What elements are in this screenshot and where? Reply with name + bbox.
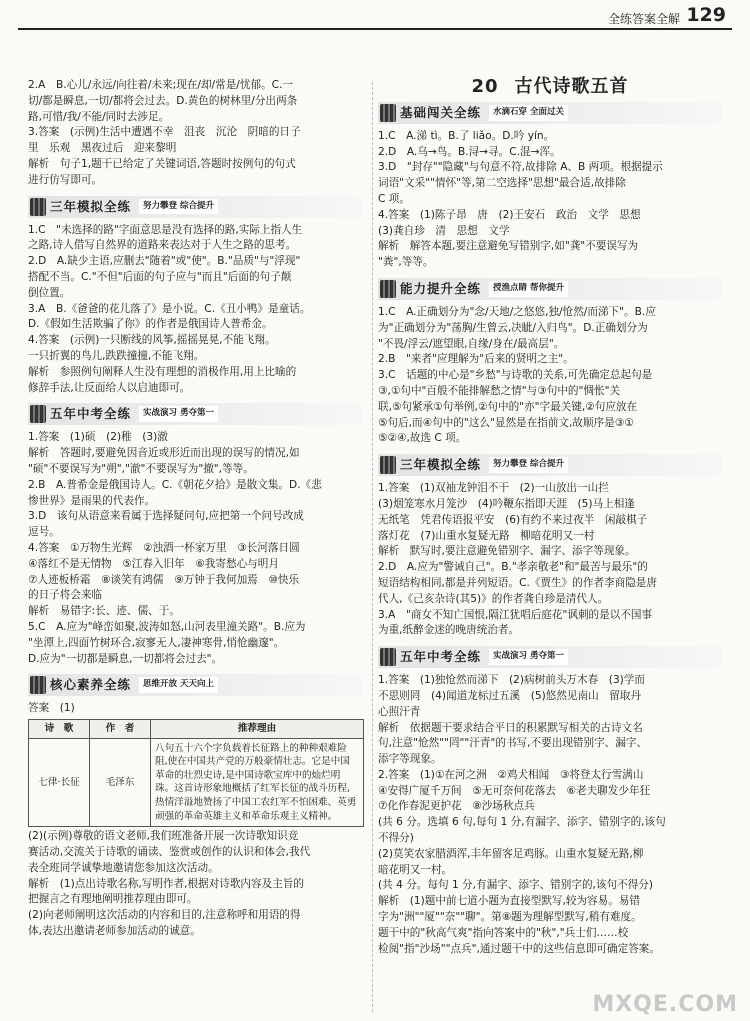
text-line: D.《假如生活欺骗了你》的作者是俄国诗人普希金。	[28, 318, 273, 331]
section-banner-five-year	[28, 403, 362, 425]
text-line: 进行仿写即可。	[28, 173, 103, 186]
book-icon	[30, 676, 46, 694]
text-line: (2)向老师阐明这次活动的内容和目的,注意称呼和用语的得	[28, 909, 301, 922]
text-line: 添字等现象。	[378, 753, 442, 766]
cell-author: 毛泽东	[90, 738, 151, 827]
text-line: ④落红不是无情物 ⑤江春入旧年 ⑥我寄愁心与明月	[28, 557, 279, 570]
text-line: 落灯花 (7)山重水复疑无路 柳暗花明又一村	[378, 529, 595, 542]
table-row	[29, 738, 364, 827]
column-divider	[372, 82, 373, 1012]
text-line: 解析 答题时,要避免因音近或形近而出现的误写的情况,如	[28, 447, 300, 460]
text-line: 解析 易错字:长、迹、儒、于。	[28, 605, 180, 618]
text-line: 句,注意"怆然""罔""汗青"的书写,不要出现错别字、漏字、	[378, 737, 648, 750]
text-line: 1.答案 (1)双袖龙钟泪不干 (2)一山放出一山拦	[378, 482, 609, 495]
text-line: (共 6 分。选填 6 句,每句 1 分,有漏字、添字、错别字的,该句	[378, 816, 666, 829]
text-line: 3.A B.《爸爸的花儿落了》是小说。C.《丑小鸭》是童话。	[28, 302, 311, 315]
poem-recommendation-table	[28, 719, 364, 827]
text-line: "坐潭上,四面竹树环合,寂寥无人,凄神寒骨,悄怆幽邃"。	[28, 636, 285, 649]
text-line: 心照汗青	[378, 705, 421, 718]
text-line: ⑤句后,而④句中的"这么"显然是在指前文,故顺序是③①	[378, 416, 634, 429]
text-line: 解析 默写时,要注意避免错别字、漏字、添字等现象。	[378, 545, 636, 558]
text-line: 里 乐观 黑夜过后 迎来黎明	[28, 142, 177, 155]
section-title: 五年中考全练	[50, 406, 132, 422]
section-tag: 水滴石穿 全面过关	[489, 105, 568, 121]
text-line: (3)龚自珍 清 思想 文学	[378, 224, 510, 237]
section-body	[28, 223, 362, 397]
text-line: 不思则罔 (4)闻道龙标过五溪 (5)悠然见南山 留取丹	[378, 689, 642, 702]
text-line: 检阅"指"沙场""点兵",通过题干中的这些信息即可确定答案。	[378, 942, 660, 955]
section-banner-three-year	[28, 196, 362, 218]
section-tag: 实战演习 勇夺第一	[489, 649, 568, 665]
text-line: 2.B A.普希金是俄国诗人。C.《朝花夕拾》是散文集。D.《悲	[28, 478, 322, 491]
section-title: 能力提升全练	[400, 281, 482, 297]
text-line: 4.答案 (1)陈子昂 唐 (2)王安石 政治 文学 思想	[378, 208, 641, 221]
text-line: (共 4 分。每句 1 分,有漏字、添字、错别字的,该句不得分)	[378, 879, 654, 892]
section-title: 五年中考全练	[400, 649, 482, 665]
column-header-poem: 诗 歌	[29, 720, 90, 739]
text-line: (2)莫笑农家腊酒浑,丰年留客足鸡豚。山重水复疑无路,柳	[378, 847, 644, 860]
text-line: 倒位置。	[28, 286, 71, 299]
column-header-author: 作 者	[90, 720, 151, 739]
page-number: 129	[686, 4, 726, 26]
text-line: 1.答案 (1)独怆然而涕下 (2)病树前头万木春 (3)学而	[378, 674, 645, 687]
text-line: C 项。	[378, 192, 410, 205]
text-line: 2.答案 (1)①在河之洲 ②鸡犬相闻 ③将登太行雪满山	[378, 768, 644, 781]
text-line: 2.D A.缺少主语,应删去"随着"或"使"。B."品质"与"浮现"	[28, 255, 301, 268]
section-tag: 努力攀登 综合提升	[489, 457, 568, 473]
cell-poem: 七律·长征	[29, 738, 90, 827]
text-line: 逗号。	[28, 526, 60, 539]
text-line: 切/都是瞬息,一切/都将会过去。D.黄色的树林里/分出两条	[28, 94, 298, 107]
text-line: 为"正确划分为"荡胸/生曾云,决眦/入归鸟"。D.正确划分为	[378, 321, 648, 334]
section-tag: 授渔点睛 帮你提升	[489, 281, 568, 297]
text-line: 短语结构相同,都是并列短语。C.《贾生》的作者李商隐是唐	[378, 576, 657, 589]
text-line: 体,表达出邀请老师参加活动的诚意。	[28, 925, 201, 938]
text-line: 把握言之有理地阐明推荐理由即可。	[28, 893, 198, 906]
text-line: ③,①句中"百般不能排解愁之情"与③句中的"惆怅"关	[378, 384, 621, 397]
text-line: 之路,诗人借写自然界的道路来表达对于人生之路的思考。	[28, 239, 297, 252]
text-line: 3.A "商女不知亡国恨,隔江犹唱后庭花"讽刺的是以不国事	[378, 608, 653, 621]
section-tag: 努力攀登 综合提升	[139, 199, 218, 215]
text-line: 惨世界》是雨果的代表作。	[28, 494, 156, 507]
text-line: 2.B "来者"应理解为"后来的贤明之主"。	[378, 353, 574, 366]
text-line: 修辞手法,让反面给人以启迪即可。	[28, 381, 191, 394]
header-rule	[18, 28, 732, 30]
book-icon	[380, 104, 396, 122]
answer-label: 答案 (1)	[28, 702, 75, 715]
text-line: 2.D A.应为"警诫自己"。B."孝亲敬老"和"最苦与最乐"的	[378, 561, 648, 574]
header-title: 全练答案全解	[607, 12, 680, 26]
text-line: ⑦人迹板桥霜 ⑧谈笑有鸿儒 ⑨万钟于我何加焉 ⑩快乐	[28, 573, 300, 586]
text-line: 代人,《己亥杂诗(其5)》的作者龚自珍是清代人。	[378, 592, 609, 605]
text-line: 为重,纸醉金迷的晚唐统治者。	[378, 624, 520, 637]
text-line: 暗花明又一村。	[378, 863, 453, 876]
text-line: 3.C 话题的中心是"乡愁"与诗歌的关系,可先确定总起句是	[378, 369, 653, 382]
text-line: "粪",等等。	[378, 256, 434, 269]
right-column	[378, 78, 722, 957]
text-line: 3.D 该句从语意来看属于选择疑问句,应把第一个问号改成	[28, 510, 304, 523]
section-body	[378, 481, 722, 639]
text-line: 3.答案 (示例)生活中遭遇不幸 沮丧 沉沦 阴暗的日子	[28, 126, 301, 139]
text-line: 不得分)	[378, 832, 414, 845]
text-line: 路,可惜/我/不能/同时去涉足。	[28, 110, 170, 123]
text-line: 赛活动,交流关于诗歌的诵读、鉴赏或创作的认识和体会,我代	[28, 846, 311, 859]
section-title: 核心素养全练	[50, 677, 132, 693]
section-banner-three-year	[378, 454, 722, 476]
text-line: 解析 (1)点出诗歌名称,写明作者,根据对诗歌内容及主旨的	[28, 877, 304, 890]
section-body	[28, 829, 362, 940]
section-title: 三年模拟全练	[50, 198, 132, 214]
text-line: 解析 参照例句阐释人生没有理想的消极作用,用上比喻的	[28, 365, 297, 378]
cell-reason: 八句五十六个字负载着长征路上的种种艰难险阻,使在中国共产党的万般豪情壮志。它是中国革命的壮烈史诗,是中国诗歌宝库中的灿烂明珠。这首诗形象地概括了红军长征的战斗历程,热情洋溢地赞扬了中国工农红军不怕困难、英勇顽强的革命英雄主义和革命乐观主义精神。	[151, 738, 364, 827]
text-line: ④安得广厦千万间 ⑤无可奈何花落去 ⑥老夫聊发少年狂	[378, 784, 651, 797]
text-line: "不畏/浮云/遮望眼,自缘/身在/最高层"。	[378, 337, 565, 350]
text-line: 3.D "封存""隐藏"与句意不符,故排除 A、B 两项。根据提示	[378, 161, 663, 174]
section-title: 基础闯关全练	[400, 104, 482, 120]
book-icon	[30, 198, 46, 216]
text-line: 1.C A.涕 tì。B.了 liǎo。D.吟 yín。	[378, 129, 555, 142]
book-icon	[380, 648, 396, 666]
column-header-reason: 推荐理由	[151, 720, 364, 739]
section-body	[28, 430, 362, 667]
text-line: (2)(示例)尊敬的语文老师,我们班准备开展一次诗歌知识竞	[28, 830, 299, 843]
text-line: 字为"洲""厦""奈""聊"。第⑧题为理解型默写,稍有难度。	[378, 911, 642, 924]
text-line: 5.C A.应为"峰峦如聚,波涛如怒,山河表里潼关路"。B.应为	[28, 620, 306, 633]
text-line: 1.C A.正确划分为"念/天地/之悠悠,独/怆然/而涕下"。B.应	[378, 305, 656, 318]
section-body	[378, 673, 722, 957]
section-tag: 思维开放 天天向上	[139, 677, 218, 693]
text-line: 词语"文采""情怀"等,第二空选择"思想"最合适,故排除	[378, 177, 626, 190]
text-line: "硕"不要误写为"朔","澈"不要误写为"撤",等等。	[28, 462, 254, 475]
text-line: D.应为"一切都是瞬息,一切都将会过去"。	[28, 652, 223, 665]
section-banner-five-year	[378, 646, 722, 668]
text-line: 解析 解答本题,要注意避免写错别字,如"龚"不要误写为	[378, 240, 639, 253]
text-line: 解析 (1)题中前七道小题为直接型默写,较为容易。易错	[378, 895, 641, 908]
book-icon	[380, 456, 396, 474]
text-line: ⑤②④,故选 C 项。	[378, 432, 467, 445]
page-header	[0, 0, 750, 26]
text-line: 4.答案 ①万物生光辉 ②浊酒一杯家万里 ③长河落日圆	[28, 541, 300, 554]
intro-block	[28, 78, 362, 189]
text-line: 联,⑤句紧承①句举例,②句中的"亦"字最关键,②句应放在	[378, 400, 638, 413]
text-line: 解析 依据题干要求结合平日的积累默写相关的古诗文名	[378, 721, 643, 734]
section-body	[378, 305, 722, 447]
text-line: 无纸笔 凭君传语报平安 (6)有约不来过夜半 闲敲棋子	[378, 513, 648, 526]
text-line: 4.答案 (示例)一只断线的风筝,摇摇晃晃,不能飞翔。	[28, 334, 276, 347]
text-line: 1.C "未选择的路"字面意思是没有选择的路,实际上指人生	[28, 223, 303, 236]
chapter-title: 古代诗歌五首	[514, 76, 629, 97]
book-icon	[380, 280, 396, 298]
text-line: 解析 句子1,题干已给定了关键词语,答题时按例句的句式	[28, 157, 296, 170]
left-column	[28, 78, 362, 940]
text-line: 一只折翼的鸟儿,跌跌撞撞,不能飞翔。	[28, 349, 205, 362]
text-line: 的日子将会来临	[28, 589, 103, 602]
chapter-number: 20	[471, 76, 499, 97]
section-banner-ability	[378, 278, 722, 300]
section-banner-basics	[378, 102, 722, 124]
chapter-heading	[378, 76, 722, 97]
book-icon	[30, 405, 46, 423]
watermark-logo: MXQE.COM	[592, 992, 738, 1017]
text-line: 表全班同学诚挚地邀请您参加这次活动。	[28, 861, 219, 874]
text-line: 2.D A.乌→鸟。B.浔→寻。C.混→浑。	[378, 145, 561, 158]
text-line: (3)烟笼寒水月笼沙 (4)吟鞭东指即天涯 (5)马上相逢	[378, 497, 635, 510]
section-body	[378, 129, 722, 271]
section-banner-core-literacy	[28, 674, 362, 696]
text-line: 2.A B.心儿/永远/向往着/未来;现在/却/常是/忧郁。C.一	[28, 79, 294, 91]
text-line: 题干中的"秋高气爽"指向答案中的"秋","兵士们……校	[378, 926, 629, 939]
text-line: 搭配不当。C."不但"后面的句子应与"而且"后面的句子颠	[28, 270, 292, 283]
section-tag: 实战演习 勇夺第一	[139, 406, 218, 422]
section-title: 三年模拟全练	[400, 457, 482, 473]
table-header-row	[29, 720, 364, 739]
text-line: 1.答案 (1)硕 (2)稚 (3)澈	[28, 431, 168, 444]
text-line: ⑦化作春泥更护花 ⑧沙场秋点兵	[378, 800, 535, 813]
